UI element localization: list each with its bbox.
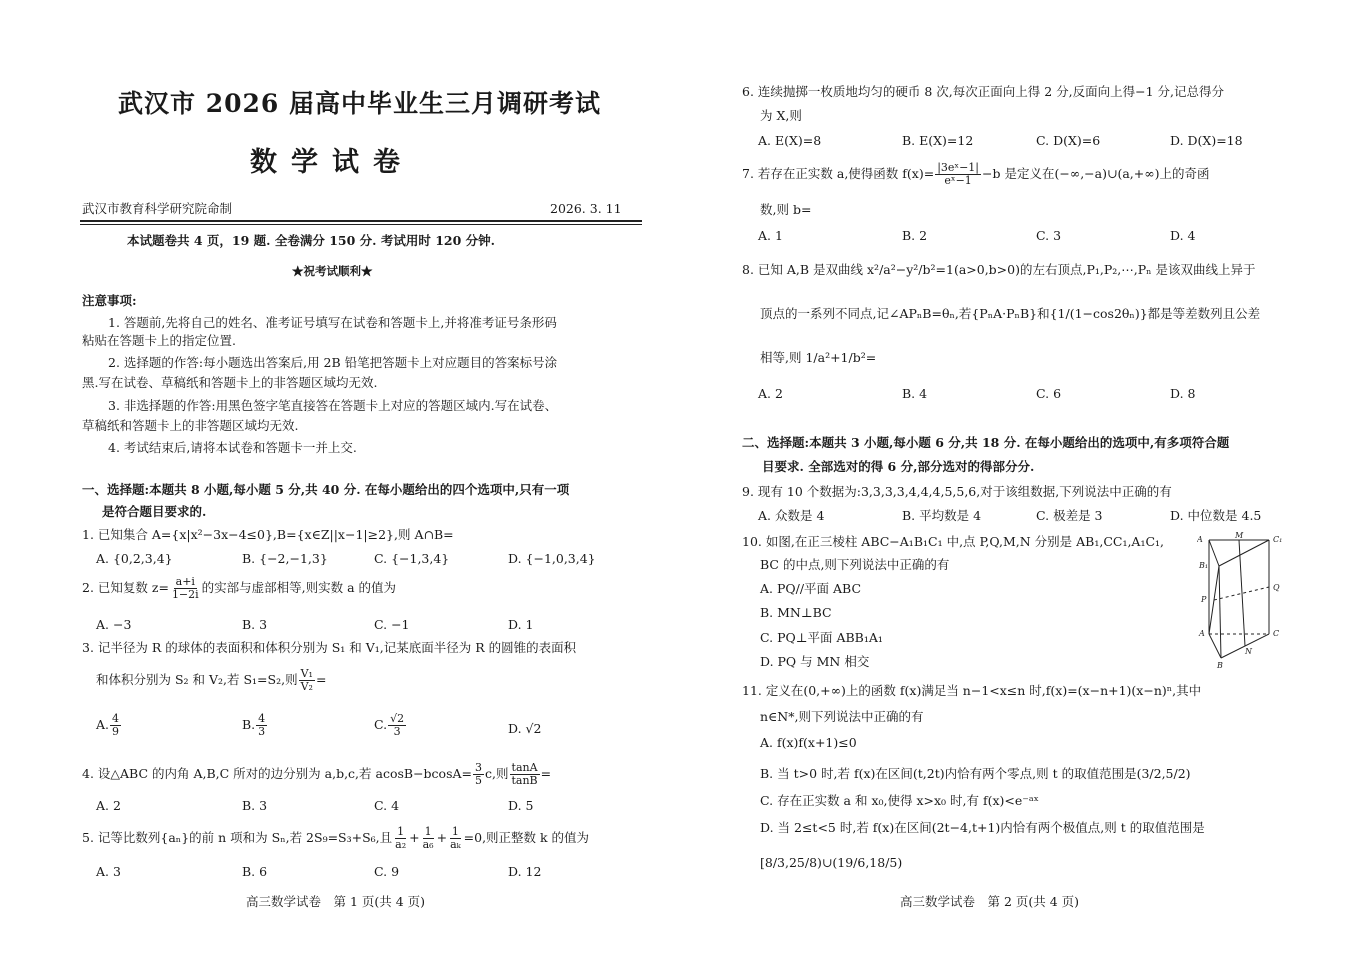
q4-option-b: B. 3 (242, 798, 268, 813)
section-1-heading: 一、选择题:本题共 8 小题,每小题 5 分,共 40 分. 在每小题给出的四个选项中,只有一项 (82, 482, 570, 497)
notice-line: 2. 选择题的作答:每小题选出答案后,用 2B 铅笔把答题卡上对应题目的答案标号涂 (108, 355, 558, 370)
q4-text-mid: c,则 (485, 766, 509, 781)
q1-option-d: D. {−1,0,3,4} (508, 551, 596, 566)
q3-option-c (374, 713, 407, 738)
q9-option-c: C. 极差是 3 (1036, 508, 1103, 523)
q3-text-pre: 和体积分别为 S₂ 和 V₂,若 S₁=S₂,则 (96, 672, 298, 687)
q3-option-a-num: 4 (112, 712, 120, 725)
q4-fraction-1 (473, 762, 484, 787)
q10-option-a: A. PQ//平面 ABC (760, 581, 862, 596)
q3-option-c-fraction (388, 713, 406, 738)
q3-option-a-fraction (110, 713, 121, 738)
q11-option-a: A. f(x)f(x+1)≤0 (760, 735, 857, 750)
q4-text-pre: 4. 设△ABC 的内角 A,B,C 所对的边分别为 a,b,c,若 acosB−bcosA= (82, 766, 472, 781)
question-1: 1. 已知集合 A={x|x²−3x−4≤0},B={x∈Z||x−1|≥2},则 A∩B= (82, 527, 454, 542)
question-8-cont-2: 相等,则 1/a²+1/b²= (760, 350, 877, 365)
q9-option-d: D. 中位数是 4.5 (1170, 508, 1262, 523)
q5-f3-num: 1 (451, 825, 459, 838)
q3-option-d: D. √2 (508, 721, 542, 736)
q3-option-c-den: 3 (393, 725, 401, 738)
q3-text-post: = (315, 672, 327, 687)
q2-text-post: 的实部与虚部相等,则实数 a 的值为 (201, 580, 397, 595)
notice-line: 草稿纸和答题卡上的非答题区域均无效. (82, 418, 299, 433)
q8-option-c: C. 6 (1036, 386, 1062, 401)
fig-label-p: P (1201, 595, 1207, 604)
q5-f2-den: a₆ (422, 838, 434, 851)
notice-line: 粘贴在答题卡上的指定位置. (82, 333, 236, 348)
q5-option-d: D. 12 (508, 864, 542, 879)
q3-option-a (96, 713, 122, 738)
q1-option-c: C. {−1,3,4} (374, 551, 450, 566)
prism-diagram (1197, 530, 1297, 670)
q5-f1-den: a₂ (395, 838, 407, 851)
q2-fraction (170, 576, 201, 601)
q1-option-b: B. {−2,−1,3} (242, 551, 328, 566)
exam-info: 本试题卷共 4 页，19 题. 全卷满分 150 分. 考试用时 120 分钟. (127, 233, 496, 248)
q7-text-post: −b 是定义在(−∞,−a)∪(a,+∞)上的奇函 (982, 166, 1210, 181)
prism-figure (1197, 530, 1297, 670)
q4-option-d: D. 5 (508, 798, 534, 813)
fig-label-m: M (1235, 531, 1244, 540)
section-1-heading-cont: 是符合题目要求的. (102, 504, 207, 519)
q5-fraction-1 (393, 826, 408, 851)
question-3: 3. 记半径为 R 的球体的表面积和体积分别为 S₁ 和 V₁,记某底面半径为 R 的圆锥的表面积 (82, 640, 577, 655)
question-4 (82, 762, 551, 787)
exam-title: 武汉市 2026 届高中毕业生三月调研考试 (118, 89, 601, 118)
notice-line: 3. 非选择题的作答:用黑色签字笔直接答在答题卡上对应的答题区域内.写在试卷、 (108, 398, 558, 413)
issuing-org: 武汉市教育科学研究院命制 (82, 201, 233, 216)
q4-option-a: A. 2 (96, 798, 121, 813)
notice-line: 黑.写在试卷、草稿纸和答题卡上的非答题区域均无效. (82, 375, 378, 390)
q5-f2-num: 1 (424, 825, 432, 838)
notice-line: 4. 考试结束后,请将本试卷和答题卡一并上交. (108, 440, 357, 455)
section-2-heading-cont: 目要求. 全部选对的得 6 分,部分选对的得部分分. (762, 459, 1035, 474)
q2-option-d: D. 1 (508, 617, 534, 632)
q9-option-b: B. 平均数是 4 (902, 508, 982, 523)
q7-fraction (935, 162, 981, 187)
q7-option-b: B. 2 (902, 228, 928, 243)
q6-option-c: C. D(X)=6 (1036, 133, 1101, 148)
fig-label-n: N (1245, 647, 1252, 656)
question-11: 11. 定义在(0,+∞)上的函数 f(x)满足当 n−1<x≤n 时,f(x)=(x−n+1)(x−n)ⁿ,其中 (742, 683, 1202, 698)
q5-text-pre: 5. 记等比数列{aₙ}的前 n 项和为 Sₙ,若 2S₉=S₃+S₆,且 (82, 830, 393, 845)
q3-option-b-den: 3 (258, 725, 266, 738)
q3-option-c-num: √2 (390, 712, 405, 725)
fig-label-q: Q (1273, 583, 1280, 592)
q5-option-b: B. 6 (242, 864, 268, 879)
question-10: 10. 如图,在正三棱柱 ABC−A₁B₁C₁ 中,点 P,Q,M,N 分别是 AB₁,CC₁,A₁C₁, (742, 534, 1165, 549)
q3-option-b (242, 713, 268, 738)
page-1-footer: 高三数学试卷 第 1 页(共 4 页) (246, 894, 426, 909)
q4-den-2: tanB (511, 774, 538, 787)
q7-numerator: |3eˣ−1| (937, 161, 979, 174)
q2-option-c: C. −1 (374, 617, 410, 632)
q3-option-b-fraction (256, 713, 267, 738)
q4-text-post: = (540, 766, 552, 781)
fig-label-a1: A (1197, 535, 1203, 544)
q5-f1-num: 1 (397, 825, 405, 838)
question-9: 9. 现有 10 个数据为:3,3,3,3,4,4,4,5,5,6,对于该组数据,下列说法中正确的有 (742, 484, 1172, 499)
q3-option-c-label: C. (374, 717, 388, 732)
q5-option-c: C. 9 (374, 864, 400, 879)
q5-fraction-3 (448, 826, 463, 851)
question-5: 5. 记等比数列{aₙ}的前 n 项和为 Sₙ,若 2S₉=S₃+S₆,且 $\frac{1}{\text{a₂}}$ + $\frac{1}{\text{a₆}}$ + $\frac{1}{\text{aₖ}}$ =0,则正整数 k 的值为 (82, 825, 590, 851)
notice-heading: 注意事项: (82, 293, 137, 308)
q7-text-pre: 7. 若存在正实数 a,使得函数 f(x)= (742, 166, 935, 181)
q2-option-b: B. 3 (242, 617, 268, 632)
q11-option-b: B. 当 t>0 时,若 f(x)在区间(t,2t)内恰有两个零点,则 t 的取值范围是(3/2,5/2) (760, 766, 1191, 781)
q11-option-d-range: [8/3,25/8)∪(19/6,18/5) (760, 855, 903, 870)
fig-label-b: B (1217, 661, 1223, 670)
fig-label-b1: B₁ (1199, 561, 1209, 570)
page-2 (682, 0, 1364, 961)
q4-num-1: 3 (475, 761, 482, 774)
fig-label-c1: C₁ (1273, 535, 1283, 544)
q4-fraction-2 (509, 762, 539, 787)
q2-text-pre: 2. 已知复数 z= (82, 580, 169, 595)
q2-option-a: A. −3 (96, 617, 132, 632)
q4-option-c: C. 4 (374, 798, 400, 813)
question-11-cont: n∈N*,则下列说法中正确的有 (760, 709, 924, 724)
q5-fraction-2 (421, 826, 436, 851)
q3-option-a-label: A. (96, 717, 110, 732)
fig-label-c: C (1273, 629, 1280, 638)
q4-num-2: tanA (511, 761, 538, 774)
q11-option-d: D. 当 2≤t<5 时,若 f(x)在区间(2t−4,t+1)内恰有两个极值点,则 t 的取值范围是 (760, 820, 1205, 835)
q3-option-b-num: 4 (258, 712, 266, 725)
q6-option-a: A. E(X)=8 (758, 133, 822, 148)
q3-numerator: V₁ (300, 667, 313, 680)
question-7 (742, 162, 1210, 187)
page-2-footer: 高三数学试卷 第 2 页(共 4 页) (900, 894, 1080, 909)
question-2 (82, 576, 396, 601)
q2-denominator: 1−2i (171, 588, 199, 601)
section-2-heading: 二、选择题:本题共 3 小题,每小题 6 分,共 18 分. 在每小题给出的选项中,有多项符合题 (742, 435, 1230, 450)
header-rule-thin (80, 224, 642, 225)
good-luck: ★祝考试顺利★ (292, 264, 373, 278)
q3-option-a-den: 9 (112, 725, 120, 738)
q5-text-post: =0,则正整数 k 的值为 (463, 830, 590, 845)
q7-option-d: D. 4 (1170, 228, 1196, 243)
q8-option-a: A. 2 (758, 386, 783, 401)
fig-label-a: A (1199, 629, 1205, 638)
q8-option-d: D. 8 (1170, 386, 1196, 401)
q7-denominator: eˣ−1 (944, 174, 972, 187)
question-3-cont (96, 668, 326, 693)
question-7-cont: 数,则 b= (760, 202, 812, 217)
q6-option-b: B. E(X)=12 (902, 133, 974, 148)
q7-option-c: C. 3 (1036, 228, 1062, 243)
question-8: 8. 已知 A,B 是双曲线 x²/a²−y²/b²=1(a>0,b>0)的左右顶点,P₁,P₂,⋯,Pₙ 是该双曲线上异于 (742, 262, 1256, 277)
exam-date: 2026. 3. 11 (550, 201, 622, 216)
q11-option-c: C. 存在正实数 a 和 x₀,使得 x>x₀ 时,有 f(x)<e⁻ᵃˣ (760, 793, 1039, 808)
q10-option-d: D. PQ 与 MN 相交 (760, 654, 870, 669)
exam-subtitle: 数学试卷 (250, 147, 414, 178)
q3-option-b-label: B. (242, 717, 256, 732)
header-rule (80, 220, 642, 222)
question-8-cont: 顶点的一系列不同点,记∠APₙB=θₙ,若{PₙA·PₙB}和{1/(1−cos2θₙ)}都是等差数列且公差 (760, 306, 1261, 321)
q7-option-a: A. 1 (758, 228, 783, 243)
q4-den-1: 5 (475, 774, 482, 787)
q9-option-a: A. 众数是 4 (758, 508, 825, 523)
notice-line: 1. 答题前,先将自己的姓名、准考证号填写在试卷和答题卡上,并将准考证号条形码 (108, 315, 557, 330)
question-10-cont: BC 的中点,则下列说法中正确的有 (760, 557, 950, 572)
q10-option-c: C. PQ⊥平面 ABB₁A₁ (760, 630, 883, 645)
q2-numerator: a+i (175, 575, 195, 588)
q5-f3-den: aₖ (450, 838, 461, 851)
q1-option-a: A. {0,2,3,4} (96, 551, 173, 566)
question-6: 6. 连续抛掷一枚质地均匀的硬币 8 次,每次正面向上得 2 分,反面向上得−1 分,记总得分 (742, 84, 1225, 99)
q6-option-d: D. D(X)=18 (1170, 133, 1243, 148)
q3-fraction (299, 668, 315, 693)
q5-option-a: A. 3 (96, 864, 121, 879)
q8-option-b: B. 4 (902, 386, 928, 401)
q3-denominator: V₂ (300, 680, 313, 693)
question-6-cont: 为 X,则 (760, 108, 802, 123)
q10-option-b: B. MN⊥BC (760, 605, 832, 620)
